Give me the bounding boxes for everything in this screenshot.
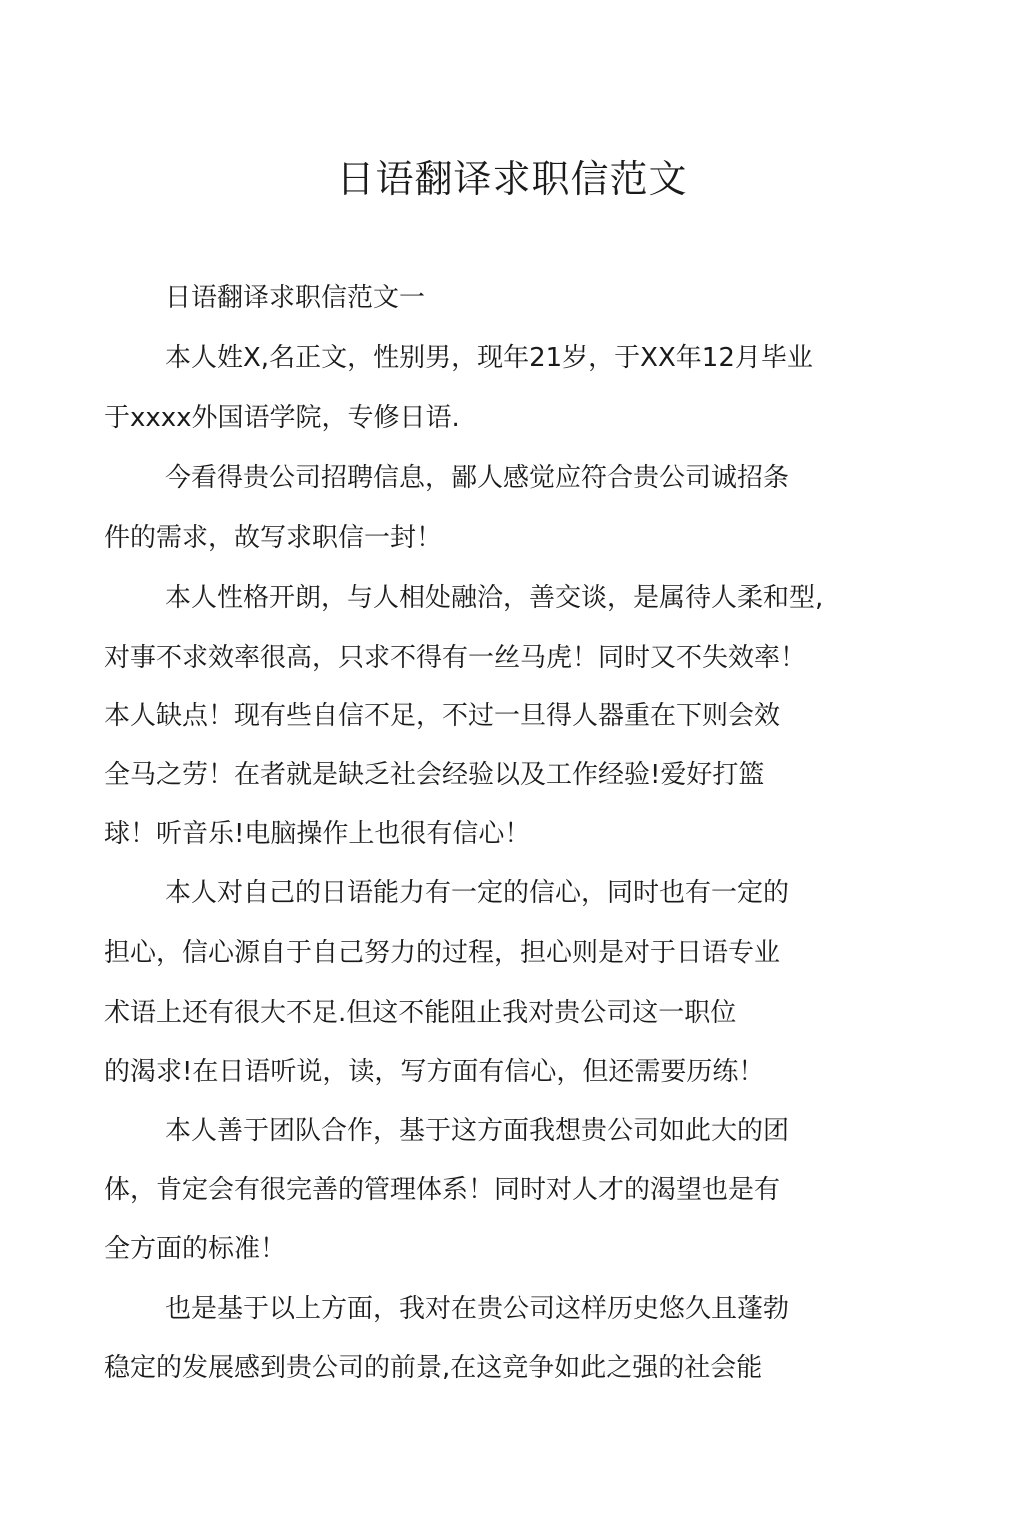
paragraph-line: 也是基于以上方面，我对在贵公司这样历史悠久且蓬勃 [165, 1294, 790, 1324]
paragraph-line: 件的需求，故写求职信一封！ [104, 523, 443, 553]
paragraph-line: 本人缺点！现有些自信不足，不过一旦得人器重在下则会效 [104, 701, 781, 731]
paragraph-line: 本人对自己的日语能力有一定的信心，同时也有一定的 [165, 878, 790, 908]
paragraph-line: 的渴求!在日语听说，读，写方面有信心，但还需要历练！ [104, 1057, 765, 1087]
paragraph-line: 本人善于团队合作，基于这方面我想贵公司如此大的团 [165, 1116, 790, 1146]
document-title: 日语翻译求职信范文 [336, 157, 688, 201]
paragraph-line: 全马之劳！在者就是缺乏社会经验以及工作经验!爱好打篮 [104, 760, 765, 790]
paragraph-line: 球！听音乐!电脑操作上也很有信心！ [104, 819, 531, 849]
paragraph-line: 稳定的发展感到贵公司的前景,在这竞争如此之强的社会能 [104, 1353, 763, 1383]
paragraph-line: 全方面的标准！ [104, 1234, 287, 1264]
paragraph-line: 本人姓X,名正文，性别男，现年21岁，于XX年12月毕业 [165, 343, 813, 373]
paragraph-line: 对事不求效率很高，只求不得有一丝马虎！同时又不失效率！ [104, 643, 807, 673]
paragraph-line: 担心，信心源自于自己努力的过程，担心则是对于日语专业 [104, 938, 781, 968]
paragraph-line: 体，肯定会有很完善的管理体系！同时对人才的渴望也是有 [104, 1175, 781, 1205]
paragraph-line: 于xxxx外国语学院，专修日语. [104, 403, 460, 433]
paragraph-line: 本人性格开朗，与人相处融洽，善交谈，是属待人柔和型, [165, 583, 824, 613]
paragraph-line: 术语上还有很大不足.但这不能阻止我对贵公司这一职位 [104, 998, 737, 1028]
section-heading: 日语翻译求职信范文一 [165, 283, 426, 313]
paragraph-line: 今看得贵公司招聘信息，鄙人感觉应符合贵公司诚招条 [165, 463, 790, 493]
